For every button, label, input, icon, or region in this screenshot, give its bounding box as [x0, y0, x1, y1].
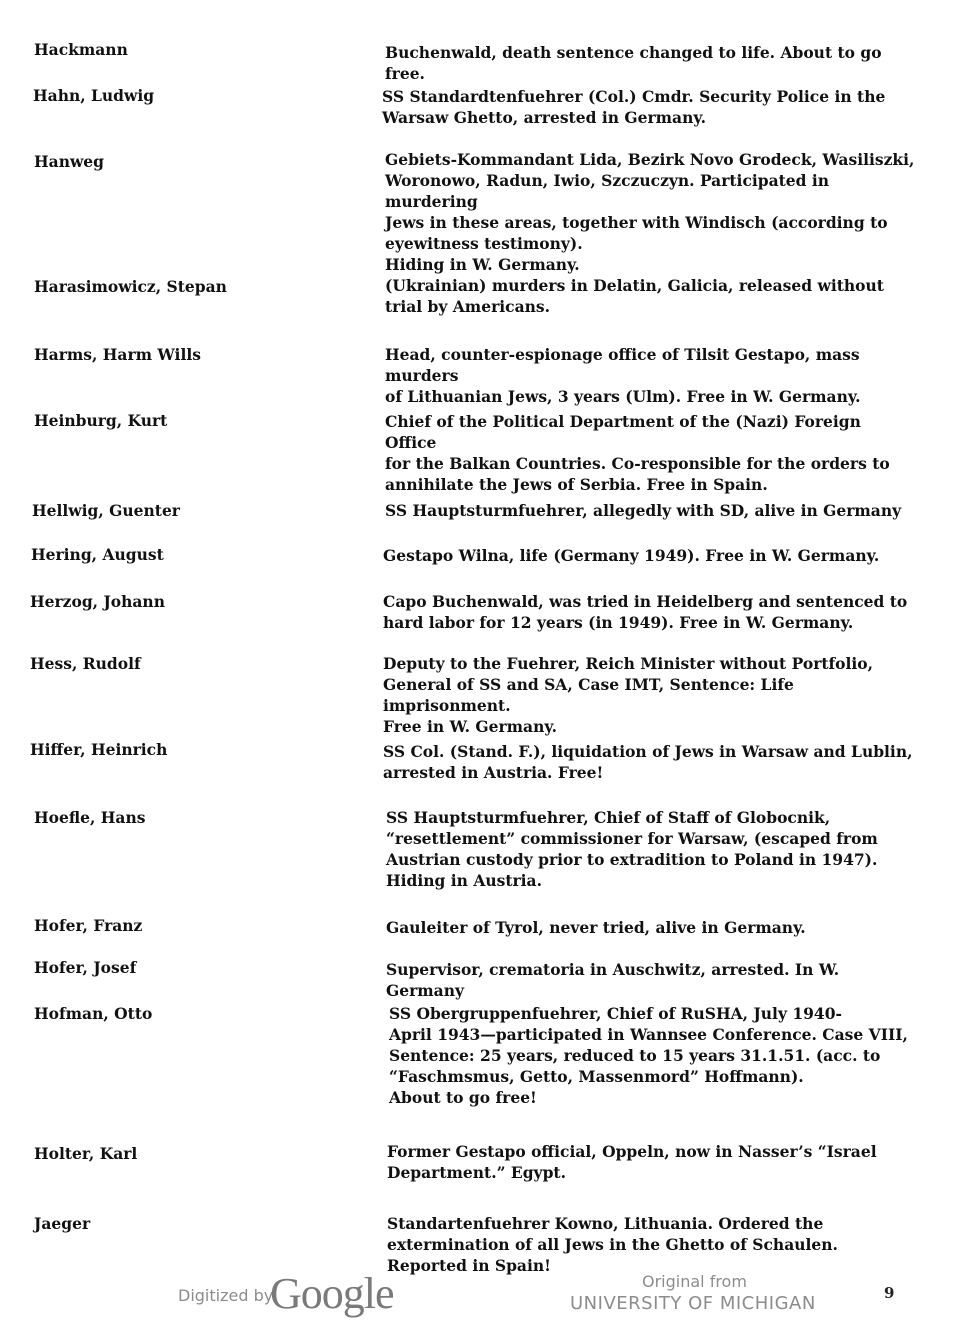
digitized-by-label: Digitized by — [178, 1286, 274, 1305]
entry-description: Supervisor, crematoria in Auschwitz, arrested. In W. Germany — [386, 960, 840, 1000]
entry-description: Chief of the Political Department of the (Nazi) Foreign Office for the Balkan Countries. Co-responsible for the orders to annihilate the Jews of Serbia. Free in Spain. — [385, 412, 890, 494]
entry-name: Hellwig, Guenter — [32, 501, 180, 520]
entry-name: Hofer, Franz — [34, 916, 143, 935]
entry-description: Standartenfuehrer Kowno, Lithuania. Ordered the extermination of all Jews in the Ghetto of Schaulen. Reported in Spain! — [387, 1214, 838, 1275]
entry-description: SS Hauptsturmfuehrer, Chief of Staff of Globocnik, “resettlement” commissioner for Warsaw, (escaped from Austrian custody prior to extradition to Poland in 1947). Hiding in Austria. — [386, 808, 878, 890]
entry-name: Hahn, Ludwig — [33, 86, 155, 105]
entry-name: Harms, Harm Wills — [34, 345, 201, 364]
entry-description: Gebiets-Kommandant Lida, Bezirk Novo Grodeck, Wasiliszki, Woronowo, Radun, Iwio, Szczuczyn. Participated in murdering Jews in these areas, together with Windisch (according to eyewitness testimony). Hiding in W. Germany. — [385, 150, 915, 274]
entry-name: Hess, Rudolf — [30, 654, 141, 673]
entry-name: Hiffer, Heinrich — [30, 740, 168, 759]
entry-name: Hackmann — [34, 40, 128, 59]
entry-description: Capo Buchenwald, was tried in Heidelberg and sentenced to hard labor for 12 years (in 1949). Free in W. Germany. — [383, 592, 908, 632]
entry-name: Hanweg — [34, 152, 104, 171]
university-label: UNIVERSITY OF MICHIGAN — [570, 1293, 816, 1314]
page-number: 9 — [884, 1284, 895, 1302]
entry-description: (Ukrainian) murders in Delatin, Galicia, released without trial by Americans. — [385, 276, 884, 316]
entry-description: Gauleiter of Tyrol, never tried, alive in Germany. — [386, 918, 806, 937]
entry-name: Herzog, Johann — [30, 592, 165, 611]
entry-name: Holter, Karl — [34, 1144, 138, 1163]
original-from-label: Original from — [642, 1272, 747, 1291]
entry-name: Heinburg, Kurt — [34, 411, 168, 430]
entry-description: SS Obergruppenfuehrer, Chief of RuSHA, July 1940- April 1943—participated in Wannsee Conference. Case VIII, Sentence: 25 years, reduced to 15 years 31.1.51. (acc. to “Faschmsmus, Getto, Massenmord” Hoffmann). About to go free! — [389, 1004, 908, 1107]
entry-description: Former Gestapo official, Oppeln, now in Nasser’s “Israel Department.” Egypt. — [387, 1142, 877, 1182]
entry-description: SS Standardtenfuehrer (Col.) Cmdr. Security Police in the Warsaw Ghetto, arrested in Germany. — [382, 87, 886, 127]
entry-name: Hofman, Otto — [34, 1004, 153, 1023]
entry-name: Harasimowicz, Stepan — [34, 277, 227, 296]
entry-description: Buchenwald, death sentence changed to life. About to go free. — [385, 43, 882, 83]
entry-description: Head, counter-espionage office of Tilsit Gestapo, mass murders of Lithuanian Jews, 3 years (Ulm). Free in W. Germany. — [385, 345, 861, 406]
entry-name: Hofer, Josef — [34, 958, 137, 977]
google-logo: Google — [270, 1269, 394, 1318]
entry-description: Gestapo Wilna, life (Germany 1949). Free in W. Germany. — [383, 546, 880, 565]
page-footer — [0, 1266, 980, 1332]
entry-name: Jaeger — [34, 1214, 91, 1233]
entry-name: Hoefle, Hans — [34, 808, 146, 827]
entry-name: Hering, August — [31, 545, 164, 564]
original-from-block — [570, 1272, 840, 1316]
entry-description: SS Hauptsturmfuehrer, allegedly with SD, alive in Germany — [385, 501, 902, 520]
entry-description: Deputy to the Fuehrer, Reich Minister without Portfolio, General of SS and SA, Case IMT, Sentence: Life imprisonment. Free in W. Germany. — [383, 654, 874, 736]
entry-description: SS Col. (Stand. F.), liquidation of Jews in Warsaw and Lublin, arrested in Austria. Free! — [383, 742, 913, 782]
